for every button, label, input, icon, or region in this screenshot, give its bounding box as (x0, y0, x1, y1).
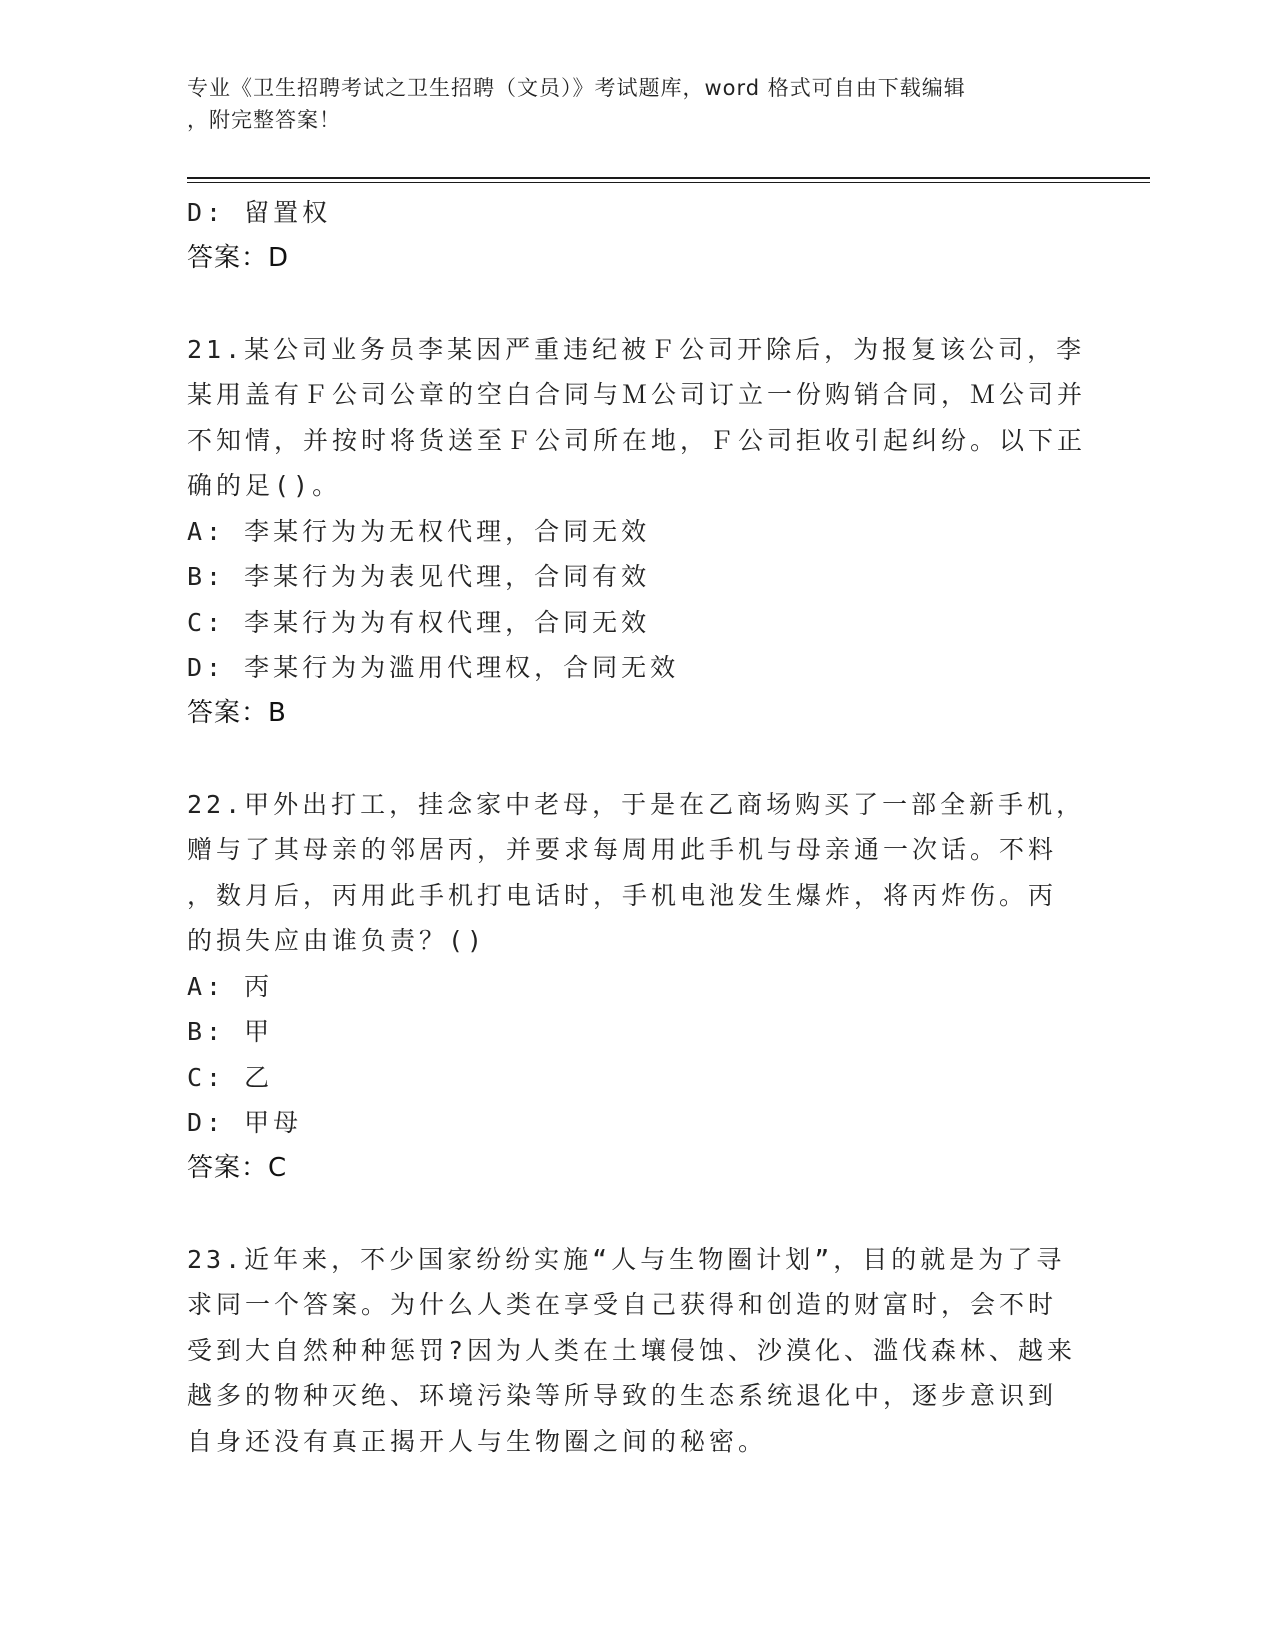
spacer (187, 281, 1087, 327)
question-stem-line: 受到大自然种种惩罚?因为人类在土壤侵蚀、沙漠化、滥伐森林、越来 (187, 1335, 1077, 1365)
question-21 (187, 327, 1087, 737)
option-b: B: 李某行为为表见代理，合同有效 (187, 562, 651, 591)
question-stem-line: 的损失应由谁负责？() (187, 926, 487, 955)
question-22 (187, 782, 1087, 1192)
spacer (187, 1191, 1087, 1237)
spacer (187, 736, 1087, 782)
question-stem-line: 越多的物种灭绝、环境污染等所导致的生态系统退化中，逐步意识到 (187, 1381, 1058, 1410)
header-line-1: 专业《卫生招聘考试之卫生招聘（文员）》考试题库，word 格式可自由下载编辑 (187, 76, 966, 100)
header-rule-thin (187, 182, 1150, 183)
header-rule-thick (187, 177, 1150, 179)
question-stem-line: 21.某公司业务员李某因严重违纪被Ｆ公司开除后，为报复该公司，李 (187, 334, 1086, 364)
option-a: A: 李某行为为无权代理，合同无效 (187, 516, 651, 546)
previous-question-tail (187, 190, 1087, 281)
answer-line: 答案：B (187, 697, 287, 728)
question-content (187, 190, 1087, 1464)
option-d: D: 留置权 (187, 198, 332, 227)
question-stem-line: 22.甲外出打工，挂念家中老母，于是在乙商场购买了一部全新手机， (187, 789, 1086, 819)
option-b: B: 甲 (187, 1017, 274, 1046)
option-d: D: 甲母 (187, 1108, 303, 1137)
option-d: D: 李某行为为滥用代理权，合同无效 (187, 653, 680, 682)
question-stem-line: 不知情，并按时将货送至Ｆ公司所在地，Ｆ公司拒收引起纠纷。以下正 (187, 425, 1087, 455)
option-c: C: 乙 (187, 1062, 274, 1092)
question-stem-line: 23.近年来，不少国家纷纷实施“人与生物圈计划”，目的就是为了寻 (187, 1244, 1066, 1274)
option-a: A: 丙 (187, 971, 274, 1001)
option-c: C: 李某行为为有权代理，合同无效 (187, 607, 651, 637)
question-stem-line: 赠与了其母亲的邻居丙，并要求每周用此手机与母亲通一次话。不料 (187, 835, 1058, 864)
question-stem-line: 求同一个答案。为什么人类在享受自己获得和创造的财富时，会不时 (187, 1290, 1058, 1319)
answer-line: 答案：C (187, 1152, 288, 1183)
question-23 (187, 1237, 1087, 1465)
question-stem-line: ，数月后，丙用此手机打电话时，手机电池发生爆炸，将丙炸伤。丙 (187, 880, 1058, 910)
header-line-2: ，附完整答案！ (187, 108, 341, 132)
answer-line: 答案：D (187, 242, 290, 273)
question-stem-line: 自身还没有真正揭开人与生物圈之间的秘密。 (187, 1426, 768, 1456)
question-stem-line: 某用盖有Ｆ公司公章的空白合同与Ｍ公司订立一份购销合同，Ｍ公司并 (187, 380, 1087, 409)
page-header (187, 72, 1067, 136)
question-stem-line: 确的足()。 (187, 471, 342, 500)
